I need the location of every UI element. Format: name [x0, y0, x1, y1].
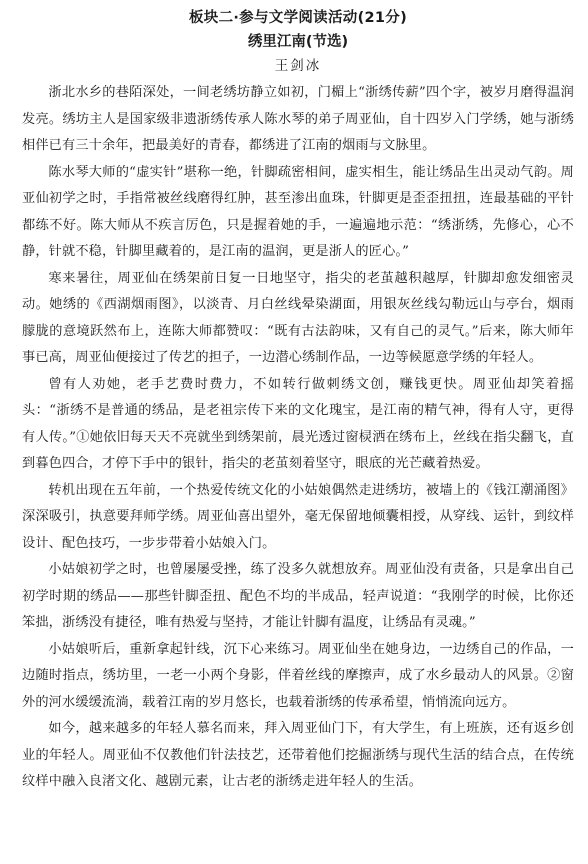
- paragraph: 小姑娘听后，重新拿起针线，沉下心来练习。周亚仙坐在她身边，一边绣自己的作品，一边随时指点，绣坊里，一老一小两个身影，伴着丝线的摩擦声，成了水乡最动人的风景。②窗外的河水缓缓流淌，载着江南的岁月悠长，也载着浙绣的传承希望，悄悄流向远方。: [22, 641, 574, 710]
- paragraph: 陈水琴大师的“虚实针”堪称一绝，针脚疏密相间，虚实相生，能让绣品生出灵动气韵。周亚仙初学之时，手指常被丝线磨得红肿，甚至渗出血珠，针脚更是歪歪扭扭，连最基础的平针都练不好。陈大师从不疾言厉色，只是握着她的手，一遍遍地示范：“绣浙绣，先修心，心不静，针就不稳，针脚里藏着的，是江南的温润，更是浙人的匠心。”: [22, 164, 574, 259]
- paragraph: 如今，越来越多的年轻人慕名而来，拜入周亚仙门下，有大学生，有上班族，还有返乡创业的年轻人。周亚仙不仅教他们针法技艺，还带着他们挖掘浙绣与现代生活的结合点，在传统纹样中融入良渚文化、越剧元素，让古老的浙绣走进年轻人的生活。: [22, 721, 574, 789]
- paragraph: 小姑娘初学之时，也曾屡屡受挫，练了没多久就想放弃。周亚仙没有责备，只是拿出自己初学时期的绣品——那些针脚歪扭、配色不均的半成品，轻声说道：“我刚学的时候，比你还笨拙，浙绣没有捷径，唯有热爱与坚持，才能让针脚有温度，让绣品有灵魂。”: [22, 562, 574, 630]
- paragraph: 曾有人劝她，老手艺费时费力，不如转行做刺绣文创，赚钱更快。周亚仙却笑着摇头：“浙绣不是普通的绣品，是老祖宗传下来的文化瑰宝，是江南的精气神，得有人守，更得有人传。”①她依旧每天天不亮就坐到绣架前，晨光透过窗棂洒在绣布上，丝线在指尖翻飞，直到暮色四合，才停下手中的银针，指尖的老茧刻着坚守，眼底的光芒藏着热爱。: [22, 376, 574, 471]
- paragraph: 浙北水乡的巷陌深处，一间老绣坊静立如初，门楣上“浙绣传薪”四个字，被岁月磨得温润发亮。绣坊主人是国家级非遗浙绣传承人陈水琴的弟子周亚仙，自十四岁入门学绣，她与浙绣相伴已有三十余年，把最美好的青春，都绣进了江南的烟雨与文脉里。: [22, 85, 574, 153]
- author-name: 王剑冰: [274, 58, 322, 74]
- article-body: [22, 80, 574, 796]
- paragraph: 寒来暑往，周亚仙在绣架前日复一日地坚守，指尖的老茧越积越厚，针脚却愈发细密灵动。她绣的《西湖烟雨图》，以淡青、月白丝线晕染湖面，用银灰丝线勾勒远山与亭台，烟雨朦胧的意境跃然布上，连陈大师都赞叹：“既有古法韵味，又有自己的灵气。”后来，陈大师年事已高，周亚仙便接过了传艺的担子，一边潜心绣制作品，一边等候愿意学绣的年轻人。: [22, 270, 574, 365]
- section-title: 板块二·参与文学阅读活动(21分): [188, 10, 408, 26]
- paragraph: 转机出现在五年前，一个热爱传统文化的小姑娘偶然走进绣坊，被墙上的《钱江潮涌图》深深吸引，执意要拜师学绣。周亚仙喜出望外，毫无保留地倾囊相授，从穿线、运针，到纹样设计、配色技巧，一步步带着小姑娘入门。: [22, 482, 574, 551]
- article-title: 绣里江南(节选): [247, 34, 349, 50]
